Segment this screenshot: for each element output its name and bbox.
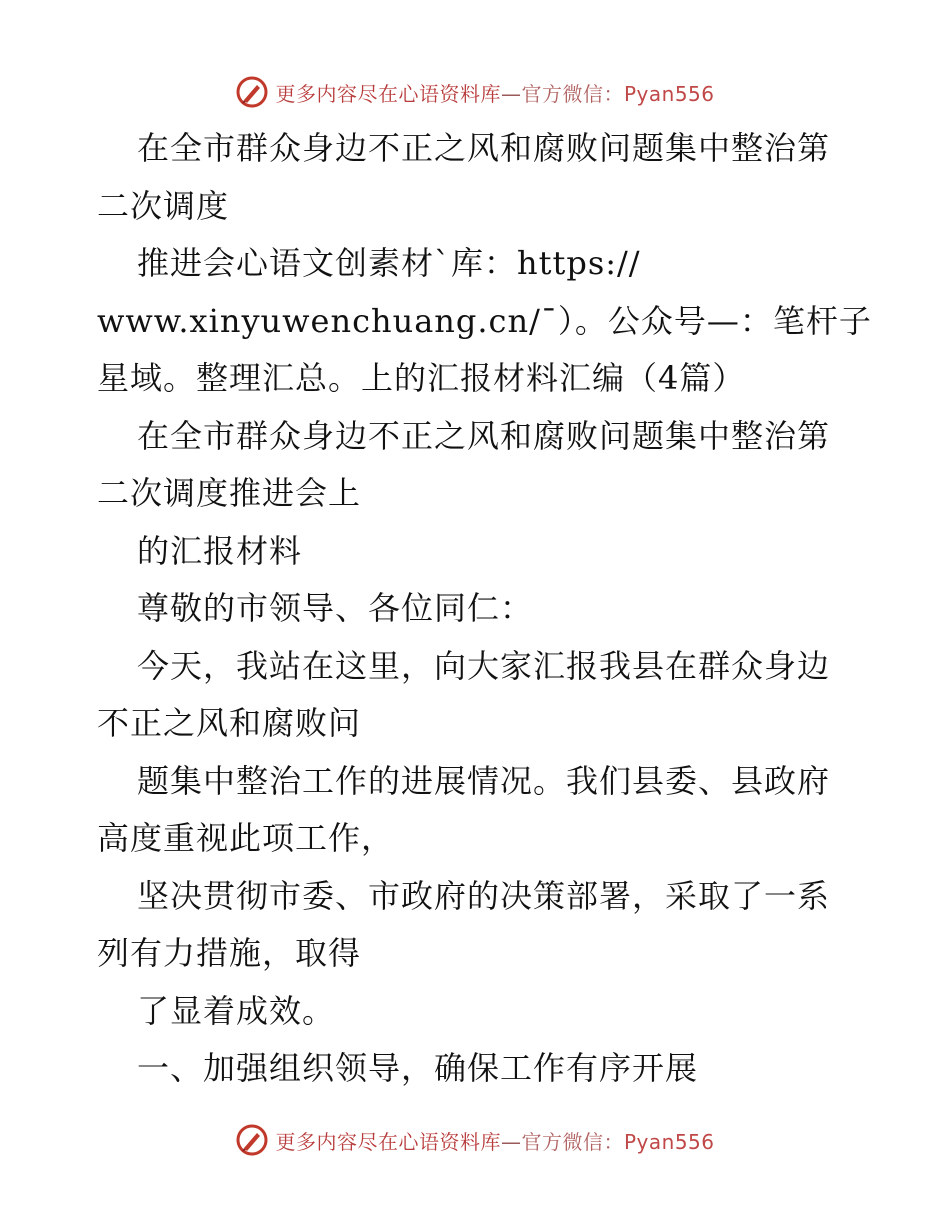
header-banner-text [275,78,714,107]
text-line: 在全市群众身边不正之风和腐败问题集中整治第 [137,416,831,455]
text-line: 二次调度推进会上 [97,474,362,512]
footer-banner [0,1118,950,1162]
text-line: 在全市群众身边不正之风和腐败问题集中整治第 [137,129,831,167]
section-heading: 一、加强组织领导，确保工作有序开展 [137,1049,699,1087]
text-line: 题集中整治工作的进展情况。我们县委、县政府 [137,761,831,800]
text-line: 今天，我站在这里，向大家汇报我县在群众身边 [137,646,831,685]
text-line: 列有力措施，取得 [97,934,362,972]
text-line: 尊敬的市领导、各位同仁： [137,589,534,627]
document-body [97,120,872,1098]
text-line: 的汇报材料 [137,531,303,570]
header-banner [0,70,950,114]
text-line: 二次调度 [97,186,230,225]
text-line: 推进会心语文创素材`库：https:// [137,244,641,282]
footer-banner-wechat-label: 官方微信： [521,1129,624,1154]
footer-banner-dash: — [500,1129,522,1154]
text-line: 不正之风和腐败问 [97,704,362,742]
header-banner-dash: — [500,81,522,106]
text-line: 星域。整理汇总。上的汇报材料汇编（4篇） [97,359,746,397]
pen-logo-icon [235,75,269,109]
footer-banner-text [275,1126,714,1155]
text-line: 了显着成效。 [137,991,336,1030]
footer-banner-wechat-id: Pyan556 [623,1129,715,1154]
header-banner-wechat-id: Pyan556 [623,81,715,106]
text-line: www.xinyuwenchuang.cn/¯）。公众号—：笔杆子 [97,301,872,340]
text-line: 高度重视此项工作， [97,819,395,857]
header-banner-prefix: 更多内容尽在心语资料库 [275,81,501,106]
pen-logo-icon [235,1123,269,1157]
footer-banner-prefix: 更多内容尽在心语资料库 [275,1129,501,1154]
text-line: 坚决贯彻市委、市政府的决策部署，采取了一系 [137,876,831,915]
header-banner-wechat-label: 官方微信： [521,81,624,106]
